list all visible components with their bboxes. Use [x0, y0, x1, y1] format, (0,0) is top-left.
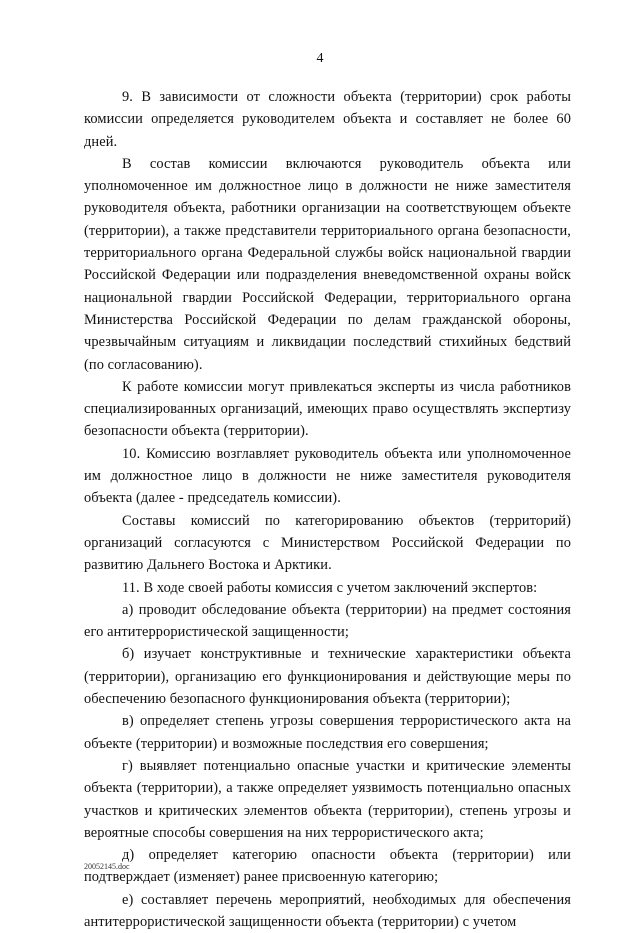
page-number: 4	[316, 51, 324, 66]
paragraph-item-11: 11. В ходе своей работы комиссия с учетом заключений экспертов:	[122, 579, 538, 596]
paragraph-item-10: 10. Комиссию возглавляет руководитель объекта или уполномоченное им должностное лицо в должности не ниже заместителя руководителя объекта (далее - председатель комиссии).	[84, 445, 571, 507]
paragraph-item-11d: д) определяет категорию опасности объекта (территории) или подтверждает (изменяет) ранее присвоенную категорию;	[84, 847, 571, 886]
paragraph-item-9: 9. В зависимости от сложности объекта (территории) срок работы комиссии определяется руководителем объекта и составляет не более 60 дней.	[84, 89, 571, 150]
paragraph-item-11b: б) изучает конструктивные и технические характеристики объекта (территории), организацию его функционирования и действующие меры по обеспечению безопасного функционирования объекта (территории);	[84, 646, 571, 708]
paragraph-commission-approval: Составы комиссий по категорированию объектов (территорий) организаций согласуются с Министерством Российской Федерации по развитию Дальнего Востока и Арктики.	[84, 512, 571, 574]
footer-filename: 20052145.doc	[84, 862, 130, 871]
document-body	[84, 86, 571, 933]
paragraph-item-11a: а) проводит обследование объекта (территории) на предмет состояния его антитеррористической защищенности;	[84, 601, 571, 641]
paragraph-item-11e: е) составляет перечень мероприятий, необходимых для обеспечения антитеррористической защищенности объекта (территории) с учетом	[84, 891, 571, 930]
paragraph-item-11g: г) выявляет потенциально опасные участки и критические элементы объекта (территории), а также определяет уязвимость потенциально опасных участков и критических элементов объекта (территории), степень угрозы и вероятные способы совершения на них террористического акта;	[84, 757, 571, 841]
paragraph-item-11v: в) определяет степень угрозы совершения террористического акта на объекте (территории) и возможные последствия его совершения;	[84, 713, 571, 752]
paragraph-experts: К работе комиссии могут привлекаться эксперты из числа работников специализированных организаций, имеющих право осуществлять экспертизу безопасности объекта (территории).	[84, 378, 571, 440]
paragraph-commission-composition: В состав комиссии включаются руководитель объекта или уполномоченное им должностное лицо в должности не ниже заместителя руководителя объекта, работники организации на соответствующем объекте (территории), а также представители территориального органа безопасности, территориального органа Федеральной службы войск национальной гвардии Российской Федерации или подразделения вневедомственной охраны войск национальной гвардии Российской Федерации, территориального органа Министерства Российской Федерации по делам гражданской обороны, чрезвычайным ситуациям и ликвидации последствий стихийных бедствий (по согласованию).	[84, 155, 571, 373]
